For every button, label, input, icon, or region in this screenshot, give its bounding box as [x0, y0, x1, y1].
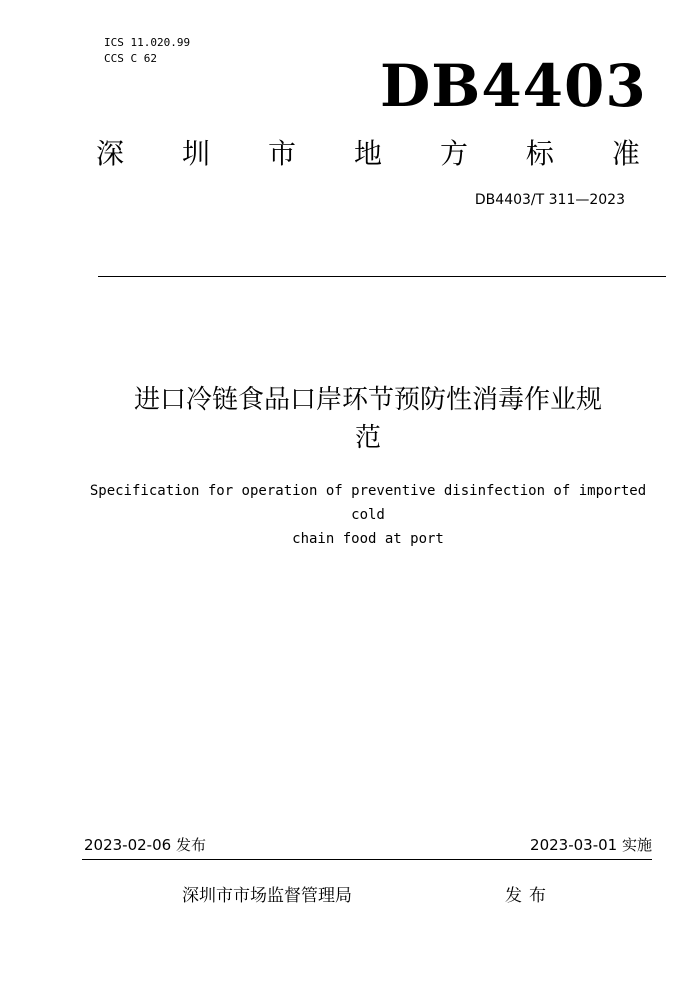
title-chinese	[70, 381, 666, 457]
standard-type-char: 地	[353, 137, 382, 170]
standard-type-char: 准	[611, 137, 640, 170]
ccs-code: CCS C 62	[104, 52, 157, 65]
issuing-authority: 深圳市市场监督管理局	[182, 886, 352, 906]
standard-type-char: 市	[267, 137, 296, 170]
title-english-line: Specification for operation of preventive disinfection of imported cold	[89, 483, 647, 523]
standard-type-char: 深	[96, 137, 125, 170]
top-divider	[98, 276, 666, 277]
title-chinese-line: 进口冷链食品口岸环节预防性消毒作业规	[133, 385, 602, 415]
title-english	[70, 479, 666, 551]
standard-type	[96, 134, 640, 174]
bottom-divider	[82, 859, 652, 860]
standard-type-char: 方	[439, 137, 468, 170]
standard-type-char: 圳	[181, 137, 210, 170]
issue-label: 发布	[505, 886, 553, 906]
ics-code: ICS 11.020.99	[104, 36, 191, 49]
title-english-line: chain food at port	[292, 531, 444, 547]
issue-date: 2023-02-06 发布	[84, 836, 206, 854]
standard-type-char: 标	[525, 137, 554, 170]
title-chinese-line: 范	[354, 423, 381, 453]
standard-code: DB4403	[380, 52, 647, 120]
implementation-date: 2023-03-01 实施	[530, 836, 652, 854]
standard-number: DB4403/T 311—2023	[474, 192, 625, 208]
